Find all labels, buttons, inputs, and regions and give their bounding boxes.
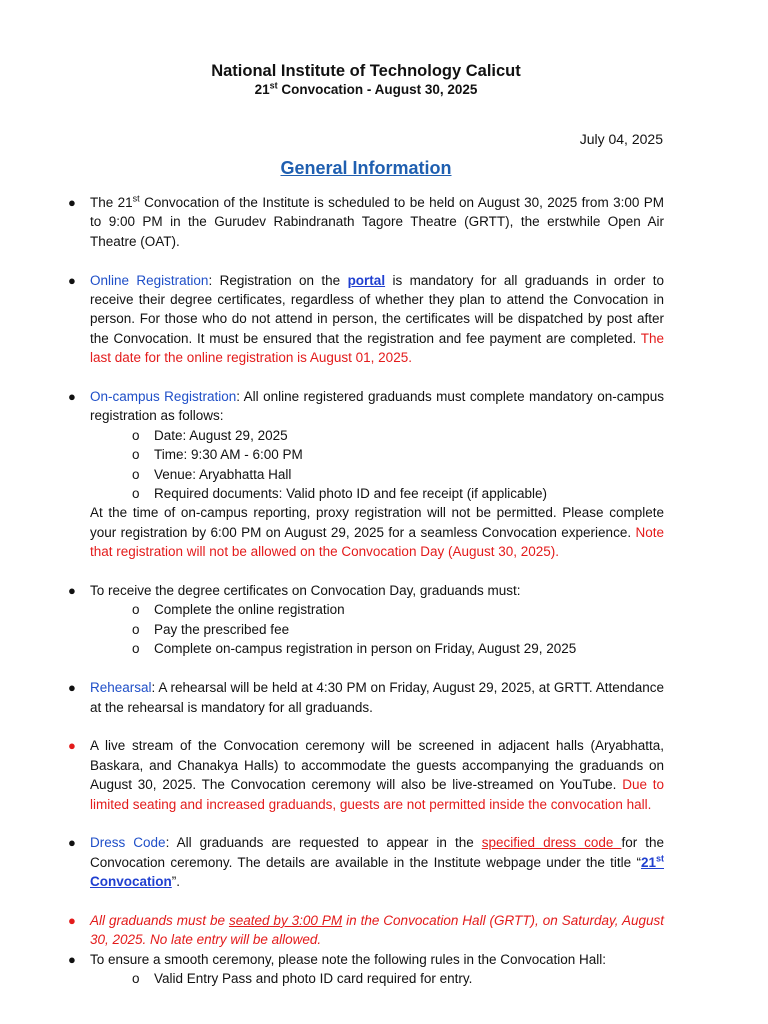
document-date: July 04, 2025: [579, 131, 663, 147]
convocation-link-number: 21: [640, 854, 656, 870]
live-stream-text: A live stream of the Convocation ceremony will be screened in adjacent halls (Aryabhatta, Baskara, and Chanakya Halls) to accommodate the guests accompanying the graduands on August 30, 2025. The Convocation ceremony will also be live-streamed on YouTube.: [90, 738, 664, 793]
list-item-schedule: [68, 193, 664, 251]
list-item-rehearsal: [68, 678, 664, 717]
dress-code-closing: ”.: [171, 874, 181, 890]
list-item-oncampus-registration: [68, 387, 665, 562]
seating-time: seated by 3:00 PM: [228, 912, 343, 928]
convocation-link-text: Convocation: [90, 874, 172, 890]
convocation-ordinal: 21: [254, 82, 270, 97]
convocation-ordinal-suffix: st: [269, 80, 278, 91]
sub-bullet-icon: o: [132, 971, 140, 987]
sub-item: [90, 600, 664, 619]
online-registration-deadline: The last date for the online registration is August 01, 2025.: [90, 330, 664, 366]
list-item-certificate-requirements: [68, 581, 664, 659]
convocation-link-suffix: st: [655, 853, 664, 864]
sub-item: [90, 620, 664, 639]
bullet-icon: ●: [68, 583, 76, 599]
sub-item: [90, 639, 664, 658]
sub-item: [90, 969, 664, 988]
sub-item-text: Complete the online registration: [154, 602, 345, 618]
bullet-icon: ●: [68, 912, 76, 928]
sub-bullet-icon: o: [132, 466, 140, 482]
sub-item-text: Date: August 29, 2025: [154, 427, 288, 443]
list-item-live-stream: [68, 736, 664, 814]
seating-text-rest: in the Convocation Hall (GRTT), on Saturday, August 30, 2025. No late entry will be allowed.: [90, 912, 664, 948]
sub-item-text: Time: 9:30 AM - 6:00 PM: [154, 447, 303, 463]
sub-bullet-icon: o: [132, 602, 140, 618]
rehearsal-label: Rehearsal: [90, 680, 152, 696]
certificate-requirements-text: To receive the degree certificates on Convocation Day, graduands must:: [90, 583, 521, 599]
bullet-icon: ●: [68, 951, 76, 967]
institute-title: National Institute of Technology Calicut: [211, 62, 521, 80]
sub-item-text: Complete on-campus registration in person on Friday, August 29, 2025: [154, 641, 577, 657]
hall-rules-text: To ensure a smooth ceremony, please note the following rules in the Convocation Hall:: [90, 951, 607, 967]
portal-link[interactable]: portal: [347, 272, 386, 288]
sub-item: [90, 426, 664, 445]
sub-bullet-icon: o: [132, 447, 140, 463]
online-registration-text: : Registration on the: [208, 272, 348, 288]
info-list: [68, 193, 665, 1008]
list-item-online-registration: [68, 271, 665, 368]
oncampus-registration-label: On-campus Registration: [90, 389, 237, 405]
sub-item-text: Pay the prescribed fee: [154, 621, 290, 637]
ordinal-suffix: st: [132, 193, 140, 204]
bullet-icon: ●: [68, 195, 76, 210]
sub-item: [90, 484, 664, 503]
sub-item-text: Venue: Aryabhatta Hall: [154, 466, 292, 482]
schedule-text: The 21: [90, 195, 133, 210]
list-item-dress-code: [68, 833, 665, 891]
sub-bullet-icon: o: [132, 486, 140, 502]
list-item-hall-rules: [68, 950, 664, 989]
live-stream-warning: Due to limited seating and increased graduands, guests are not permitted inside the convocation hall.: [90, 777, 664, 812]
online-registration-label: Online Registration: [90, 272, 209, 288]
convocation-subtitle: [0, 82, 732, 97]
rehearsal-text: : A rehearsal will be held at 4:30 PM on Friday, August 29, 2025, at GRTT. Attendance at the rehearsal is mandatory for all graduands.: [90, 680, 664, 715]
dress-code-details: for the Convocation ceremony. The details are available in the Institute webpage under the title “: [90, 835, 665, 870]
oncampus-registration-text: : All online registered graduands must complete mandatory on-campus registration as follows:: [90, 389, 665, 424]
dress-code-text: : All graduands are requested to appear in the: [165, 835, 482, 851]
bullet-icon: ●: [68, 835, 76, 851]
bullet-icon: ●: [68, 389, 76, 405]
seating-text: All graduands must be: [90, 912, 229, 928]
oncampus-note-warning: Note that registration will not be allowed on the Convocation Day (August 30, 2025).: [90, 524, 664, 560]
sub-item-text: Required documents: Valid photo ID and fee receipt (if applicable): [154, 486, 547, 502]
schedule-text-rest: Convocation of the Institute is scheduled to be held on August 30, 2025 from 3:00 PM to 9:00 PM in the Gurudev Rabindranath Tagore Theatre (GRTT), the erstwhile Open Air Theatre (OAT).: [90, 195, 664, 249]
convocation-date-text: Convocation - August 30, 2025: [277, 82, 478, 97]
sub-item: [90, 445, 664, 464]
sub-item-text: Valid Entry Pass and photo ID card required for entry.: [154, 971, 473, 987]
online-registration-details: is mandatory for all graduands in order to receive their degree certificates, regardless of whether they plan to attend the Convocation in person. For those who do not attend in person, the certificates will be dispatched by post after the Convocation. It must be ensured that the registration and fee payment are completed.: [90, 272, 665, 346]
sub-item: [90, 465, 664, 484]
sub-bullet-icon: o: [132, 427, 140, 443]
list-item-seating: [68, 911, 664, 950]
sub-bullet-icon: o: [132, 621, 140, 637]
section-title: General Information: [280, 158, 452, 178]
oncampus-note-text: At the time of on-campus reporting, proxy registration will not be permitted. Please complete your registration by 6:00 PM on August 29, 2025 for a seamless Convocation experience.: [90, 505, 664, 540]
bullet-icon: ●: [68, 738, 76, 754]
bullet-icon: ●: [68, 680, 76, 696]
bullet-icon: ●: [68, 272, 76, 288]
sub-bullet-icon: o: [132, 641, 140, 657]
dress-code-highlight: specified dress code: [481, 835, 622, 851]
oncampus-note: [90, 503, 664, 561]
dress-code-label: Dress Code: [90, 835, 166, 851]
